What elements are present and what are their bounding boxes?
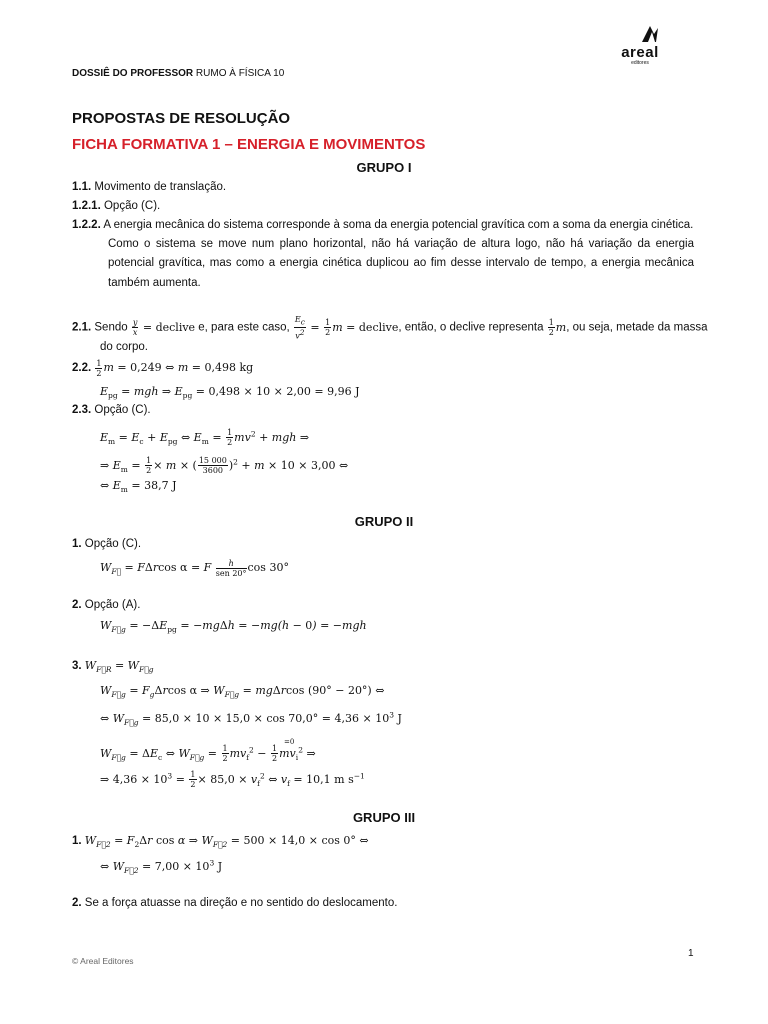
g2-answer-2: 2. Opção (A).: [72, 599, 141, 611]
answer-2-1-continued: do corpo.: [100, 341, 148, 353]
g2-formula-3a: $W_{F⃗g} = F_g\Delta rcos$ α ⇒ $W_{F⃗g} = mg\Delta rcos$ (90° − 20°) ⇔: [100, 684, 385, 700]
page-title: PROPOSTAS DE RESOLUÇÃO: [72, 110, 291, 127]
answer-1-2-2: 1.2.2. A energia mecânica do sistema corresponde à soma da energia potencial gravítica com a soma da energia cinética.: [72, 219, 694, 231]
g2-formula-3d: ⇒ $4,36 \times 10^3$ = $\frac{1}{2}$ × $85,0 \times v_f^2$ ⇔ $v_f = 10,1$ m $s^{-1}$: [100, 770, 365, 790]
g3-formula-1b: ⇔ $W_{F⃗2} = 7,00 \times 10^3$ J: [100, 858, 223, 875]
answer-1-2-1: 1.2.1. Opção (C).: [72, 200, 161, 212]
footer-copyright: © Areal Editores: [72, 956, 134, 966]
answer-2-2: 2.2. $\frac{1}{2}$ m = 0,249 ⇔ m = 0,498 kg: [72, 358, 254, 378]
g3-answer-2: 2. Se a força atuasse na direção e no sentido do deslocamento.: [72, 897, 398, 909]
g2-formula-3b: ⇔ $W_{F⃗g} = 85,0 \times 10 \times 15,0 \times \cos 70,0^\circ = 4,36 \times 10^3$ J: [100, 710, 402, 727]
logo-mark-icon: [612, 22, 668, 46]
group-1-heading: GRUPO I: [356, 160, 412, 175]
group-2-heading: GRUPO II: [354, 514, 414, 529]
g2-answer-3: 3. $W_{F⃗R} = W_{F⃗g}$: [72, 659, 154, 675]
header-rest: RUMO À FÍSICA 10: [193, 68, 285, 79]
logo-subtext: editores: [631, 60, 649, 66]
page-subtitle: FICHA FORMATIVA 1 – ENERGIA E MOVIMENTOS: [72, 136, 426, 153]
formula-epg: $E_{pg}$ = mgh ⇒ $E_{pg} = 0,498 \times 10 \times 2,00 = 9,96$ J: [100, 385, 360, 401]
answer-2-1: 2.1. Sendo $\frac{y}{x}$ = declive e, para este caso, $\frac{E_c}{v^2}$ = $\frac{1}{2}$ m = declive, então, o declive representa $\frac{1}{2}$ m, ou seja, metade da massa: [72, 315, 708, 341]
g2-answer-1: 1. Opção (C).: [72, 538, 142, 550]
g3-answer-1: 1. $W_{F⃗2} = F_2\Delta r$ cos α ⇒ $W_{F⃗2} = 500 \times 14,0 \times \cos 0^\circ$ ⇔: [72, 834, 369, 850]
answer-2-3: 2.3. Opção (C).: [72, 404, 151, 416]
formula-em-2: ⇒ $E_m$ = $\frac{1}{2}$ × m × ( $\frac{15 000}{3600}$ )$^2$ + m × 10 × 3,00 ⇔: [100, 456, 349, 476]
answer-1-1: 1.1. Movimento de translação.: [72, 181, 227, 193]
g2-formula-2: $W_{F⃗g} = -\Delta E_{pg} = -mg\Delta h = -mg(h - 0) = -mgh$: [100, 619, 367, 635]
answer-1-2-2-continued: Como o sistema se move num plano horizontal, não há variação de altura logo, não há variação da energia potencial gravítica, mas como a energia cinética duplicou ao fim desse intervalo de tempo, a energia mecânica também aumenta.: [108, 238, 694, 289]
group-3-heading: GRUPO III: [352, 810, 416, 825]
page-number: 1: [688, 948, 694, 959]
header-bold: DOSSIÊ DO PROFESSOR: [72, 68, 194, 79]
g2-formula-3c: $W_{F⃗g} = \Delta E_c$ ⇔ $W_{F⃗g}$ = $\frac{1}{2}$ $mv_f^2$ − =0 $\frac{1}{2}$ $mv_i^2$ ⇒: [100, 737, 316, 764]
formula-em-3: ⇔ $E_m = 38,7$ J: [100, 479, 177, 495]
running-header: [72, 68, 284, 79]
areal-logo: [612, 22, 668, 68]
formula-em-1: $E_m = E_c + E_{pg}$ ⇔ $E_m$ = $\frac{1}{2}$ $mv^2$ + mgh ⇒: [100, 428, 310, 448]
g2-formula-1: $W_{F⃗} = F\Delta rcos$ α = F $\frac{h}{\text{sen 20°}}$ cos 30°: [100, 558, 289, 578]
logo-wordmark: areal: [621, 44, 659, 61]
